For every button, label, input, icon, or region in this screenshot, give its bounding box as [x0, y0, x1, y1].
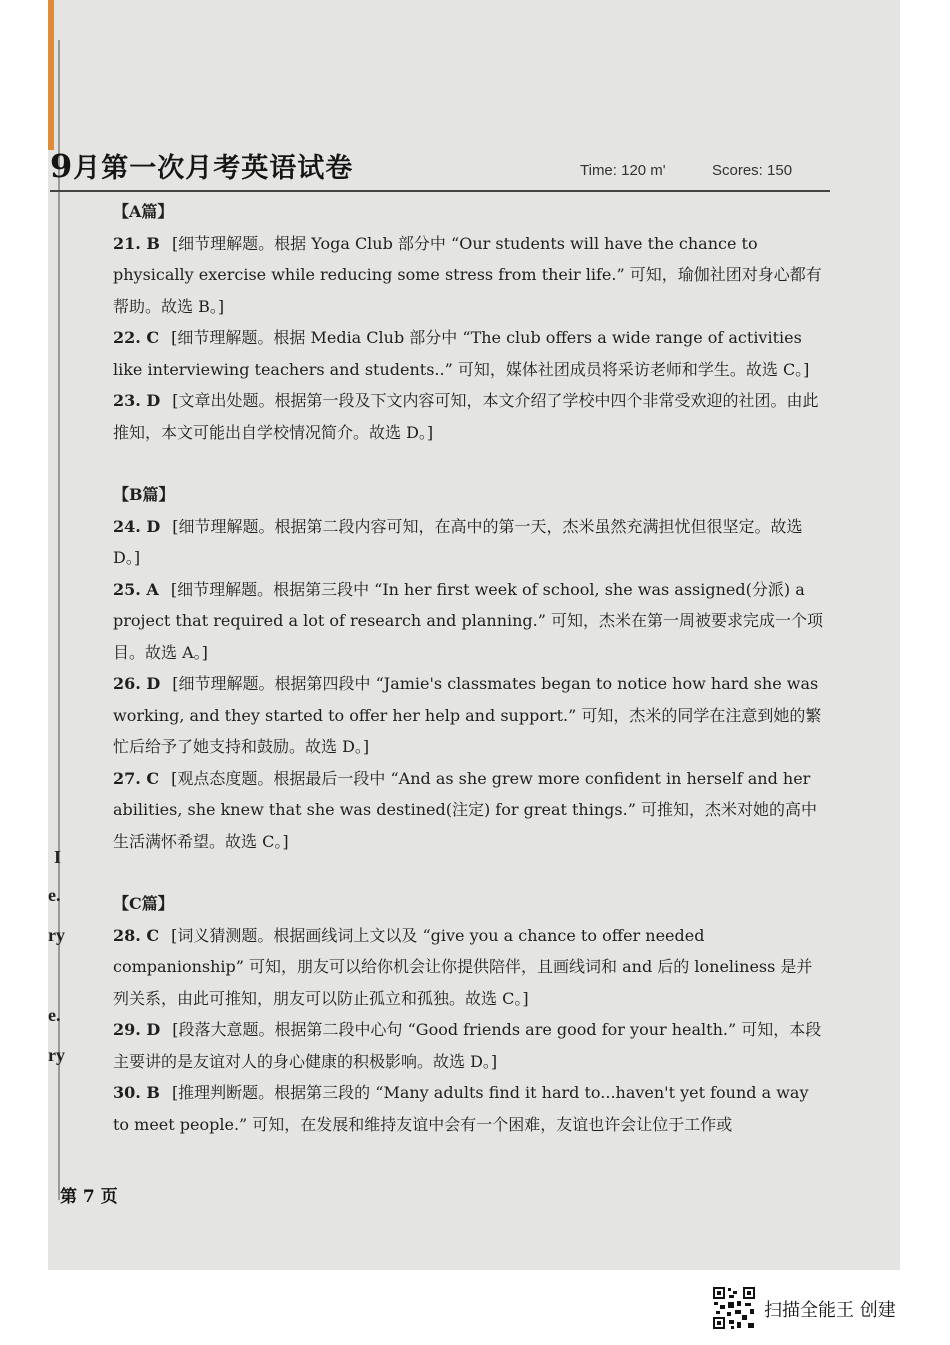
margin-fragment: e.	[48, 1005, 61, 1025]
answer-item	[113, 920, 825, 1015]
answer-explanation: [细节理解题。根据第三段中 “In her first week of school, she was assigned(分派) a project that required a lot of research and planning.” 可知，杰米在第一周被要求完成一个项目。故选 A。]	[113, 579, 824, 662]
title-month-number: 9	[50, 147, 74, 185]
answer-number: 23. D	[113, 391, 161, 410]
answer-number: 25. A	[113, 579, 159, 599]
page-number: 第 7 页	[60, 1187, 118, 1207]
answer-explanation: [文章出处题。根据第一段及下文内容可知，本文介绍了学校中四个非常受欢迎的社团。由此推知，本文可能出自学校情况简介。故选 D。]	[113, 391, 819, 442]
exam-title	[50, 146, 353, 185]
qr-code-icon	[712, 1286, 756, 1330]
answer-explanation: [推理判断题。根据第三段的 “Many adults find it hard to...haven't yet found a way to meet people.” 可知，在发展和维持友谊中会有一个困难，友谊也许会让位于工作或	[113, 1083, 809, 1134]
margin-fragment: ry	[48, 925, 65, 945]
section-a-heading: 【A篇】	[113, 202, 174, 221]
answer-explanation: [细节理解题。根据 Yoga Club 部分中 “Our students will have the chance to physically exercise while reducing some stress from their life.” 可知，瑜伽社团对身心都有帮助。故选 B。]	[113, 233, 822, 316]
section-gap	[113, 448, 825, 479]
answer-number: 26. D	[113, 674, 161, 693]
total-scores: Scores: 150	[712, 162, 793, 179]
answer-explanations	[113, 196, 825, 1140]
margin-fragment: ry	[48, 1045, 65, 1065]
answer-number: 30. B	[113, 1083, 160, 1102]
answer-number: 24. D	[113, 516, 161, 536]
answer-explanation: [段落大意题。根据第二段中心句 “Good friends are good for your health.” 可知，本段主要讲的是友谊对人的身心健康的积极影响。故选 D。]	[113, 1020, 822, 1071]
section-c-heading: 【C篇】	[113, 894, 174, 913]
answer-item	[113, 1014, 825, 1077]
margin-fragment: I	[54, 847, 62, 867]
answer-item	[113, 574, 825, 669]
answer-explanation: [细节理解题。根据 Media Club 部分中 “The club offers a wide range of activities like interviewing teachers and students..” 可知，媒体社团成员将采访老师和学生。故选 C。]	[113, 328, 810, 379]
answer-explanation: [观点态度题。根据最后一段中 “And as she grew more confident in herself and her abilities, she knew that she was destined(注定) for great things.” 可推知，杰米对她的高中生活满怀希望。故选 C。]	[113, 768, 817, 851]
answer-explanation: [细节理解题。根据第二段内容可知，在高中的第一天，杰米虽然充满担忧但很坚定。故选 D。]	[113, 516, 803, 567]
answer-item	[113, 763, 825, 858]
answer-number: 27. C	[113, 768, 160, 788]
page-fold-line	[58, 40, 60, 1200]
margin-fragment: e.	[48, 885, 61, 905]
answer-number: 29. D	[113, 1020, 161, 1039]
answer-item	[113, 1077, 825, 1140]
answer-number: 28. C	[113, 925, 160, 945]
title-text: 月第一次月考英语试卷	[73, 153, 354, 184]
exam-header	[50, 142, 830, 192]
answer-item	[113, 385, 825, 448]
answer-explanation: [细节理解题。根据第四段中 “Jamie's classmates began to notice how hard she was working, and they started to offer her help and support.” 可知，杰米的同学在注意到她的繁忙后给予了她支持和鼓励。故选 D。]	[113, 674, 822, 756]
time-limit: Time: 120 m'	[580, 162, 666, 179]
answer-item	[113, 668, 825, 763]
answer-number: 22. C	[113, 328, 160, 347]
answer-item	[113, 228, 825, 323]
scanner-watermark	[712, 1286, 922, 1332]
answer-item	[113, 322, 825, 385]
answer-number: 21. B	[113, 233, 160, 253]
section-gap	[113, 857, 825, 888]
section-b-heading: 【B篇】	[113, 485, 175, 504]
page-edge-stripe	[48, 0, 54, 150]
answer-explanation: [词义猜测题。根据画线词上文以及 “give you a chance to offer needed companionship” 可知，朋友可以给你机会让你提供陪伴，且画线词和 and 后的 loneliness 是并列关系，由此可推知，朋友可以防止孤立和孤独。故选 C。]	[113, 925, 813, 1008]
answer-item	[113, 511, 825, 574]
scanner-brand-label: 扫描全能王 创建	[764, 1300, 896, 1321]
